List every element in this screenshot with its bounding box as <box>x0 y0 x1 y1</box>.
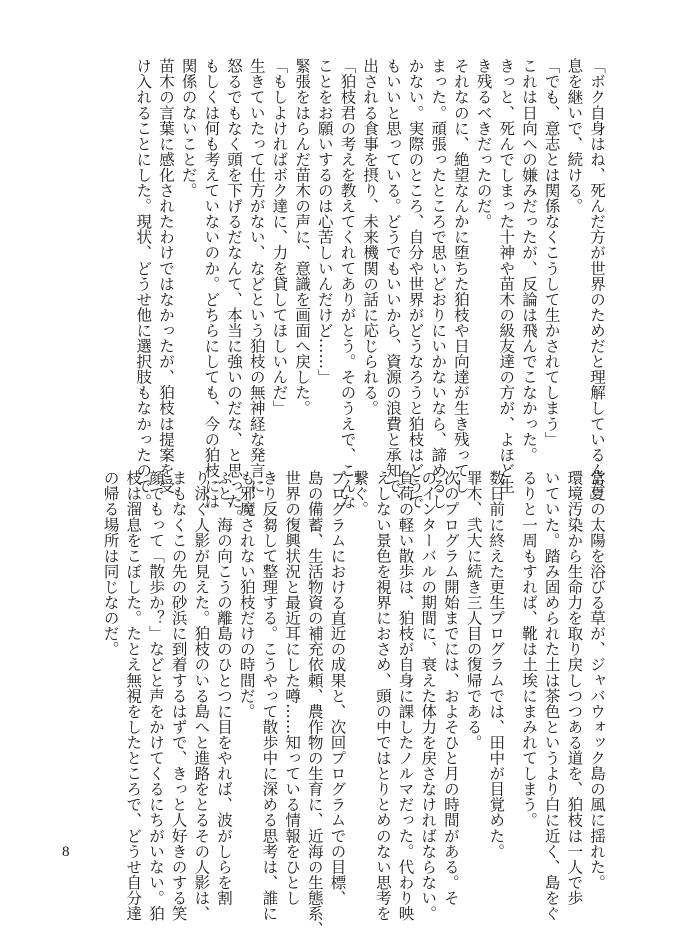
text-line: ことをお願いするのは心苦しいんだけど……」 <box>315 58 334 385</box>
text-line: の帰る場所は同じなのだ。 <box>101 470 120 657</box>
text-line: 枝は溜息をこぼした。たとえ無視をしたところで、どうせ自分達 <box>124 470 143 921</box>
text-line: 生きていたって仕方がない、などという狛枝の無神経な発言に <box>247 58 266 494</box>
text-line: も邪魔されない狛枝だけの時間だ。 <box>237 470 256 719</box>
text-line: り泳ぐ人影が見えた。狛枝のいる島へと進路をとるその人影は、 <box>192 470 211 921</box>
text-line: もいいと思っている。どうでもいいから、資源の浪費と承知で、 <box>383 58 402 509</box>
text-line: るりと一周もすれば、靴は土埃にまみれてしまう。 <box>519 470 538 828</box>
text-line: プログラムにおける直近の成果と、次回プログラムでの目標、 <box>328 470 347 906</box>
text-line: 関係のないことだ。 <box>179 58 198 198</box>
bottom-text-block <box>99 470 608 937</box>
text-line: 島の備蓄、生活物資の補充依頼、農作物の生育に、近海の生態系、 <box>305 470 324 937</box>
text-line: 「狛枝君の考えを教えてくれてありがとう。そのうえで、こんな <box>338 58 357 509</box>
text-line: のインターバルの期間に、衰えた体力を戻さなければならない。 <box>419 470 438 921</box>
text-line: かない。実際のところ、自分や世界がどうなろうと狛枝はどうで <box>406 58 425 509</box>
text-line: いていた。踏み固められた土は茶色というより白に近く、島をぐ <box>542 470 561 921</box>
text-line: 常夏の太陽を浴びる草が、ジャバウォック島の風に揺れた。 <box>588 470 606 890</box>
text-line: 罪木、弐大に続き三人目の復帰である。 <box>464 470 483 750</box>
text-line: 負荷の軽い散歩は、狛枝が自身に課したノルマだった。代わり映 <box>396 470 415 921</box>
text-line: きり反芻して整理する。こうやって散歩中に深める思考は、誰に <box>260 470 279 921</box>
text-line: えしない景色を視界におさめ、頭の中ではとりとめのない思考を <box>373 470 392 921</box>
text-line: まった。頑張ったところで思いどおりにいかないなら、諦めるし <box>429 58 448 509</box>
text-line: 苗木の言葉に感化されたわけではなかったが、狛枝は提案を受 <box>156 58 175 494</box>
text-line: 繋ぐ。 <box>351 470 370 517</box>
text-line: 「ボク自身はね、死んだ方が世界のためだと理解しているんだ」 <box>588 58 606 509</box>
text-line: 出される食事を摂り、未来機関の話に応じられる。 <box>361 58 380 416</box>
text-line: 「もしよければボク達に、力を貸してほしいんだ」 <box>270 58 289 416</box>
text-line: 怒るでもなく頭を下げるだなんて、本当に強いのだな、と思った。 <box>225 58 243 525</box>
text-line: それなのに、絶望なんかに堕ちた狛枝や日向達が生き残ってし <box>451 58 470 494</box>
text-line: 緊張をはらんだ苗木の声に、意識を画面へ戻した。 <box>293 58 312 416</box>
text-line: 息を継いで、続ける。 <box>565 58 584 214</box>
text-line: もしくは何も考えていないのか。どちらにしても、今の狛枝には <box>202 58 221 509</box>
page-number: 8 <box>62 844 70 860</box>
section-break <box>507 470 517 850</box>
text-line: きっと、死んでしまった十神や苗木の級友達の方が、よほど生 <box>497 58 516 494</box>
text-line: 顔でもって「散歩か？」などと声をかけてくるにちがいない。狛 <box>146 470 165 921</box>
text-line: け入れることにした。現状、どうせ他に選択肢もなかったので。 <box>134 58 153 509</box>
text-line: ふと、海の向こうの離島のひとつに目をやれば、波がしらを割 <box>215 470 233 906</box>
text-line: これは日向への嫌みだったが、反論は飛んでこなかった。 <box>519 58 538 463</box>
text-line: 次のプログラム開始までには、およそひと月の時間がある。そ <box>441 470 460 906</box>
text-line: 数日前に終えた更生プログラムでは、田中が目覚めた。 <box>487 470 506 859</box>
text-line: 「でも、意志とは関係なくこうして生かされてしまう」 <box>542 58 561 447</box>
text-line: き残るべきだったのだ。 <box>474 58 493 230</box>
text-line: 環境汚染から生命力を取り戻しつつある道を、狛枝は一人で歩 <box>565 470 584 906</box>
text-line: まもなくこの先の砂浜に到着するはずで、きっと人好きのする笑 <box>169 470 188 921</box>
text-line: 世界の復興状況と最近耳にした噂……知っている情報をひとし <box>283 470 302 906</box>
